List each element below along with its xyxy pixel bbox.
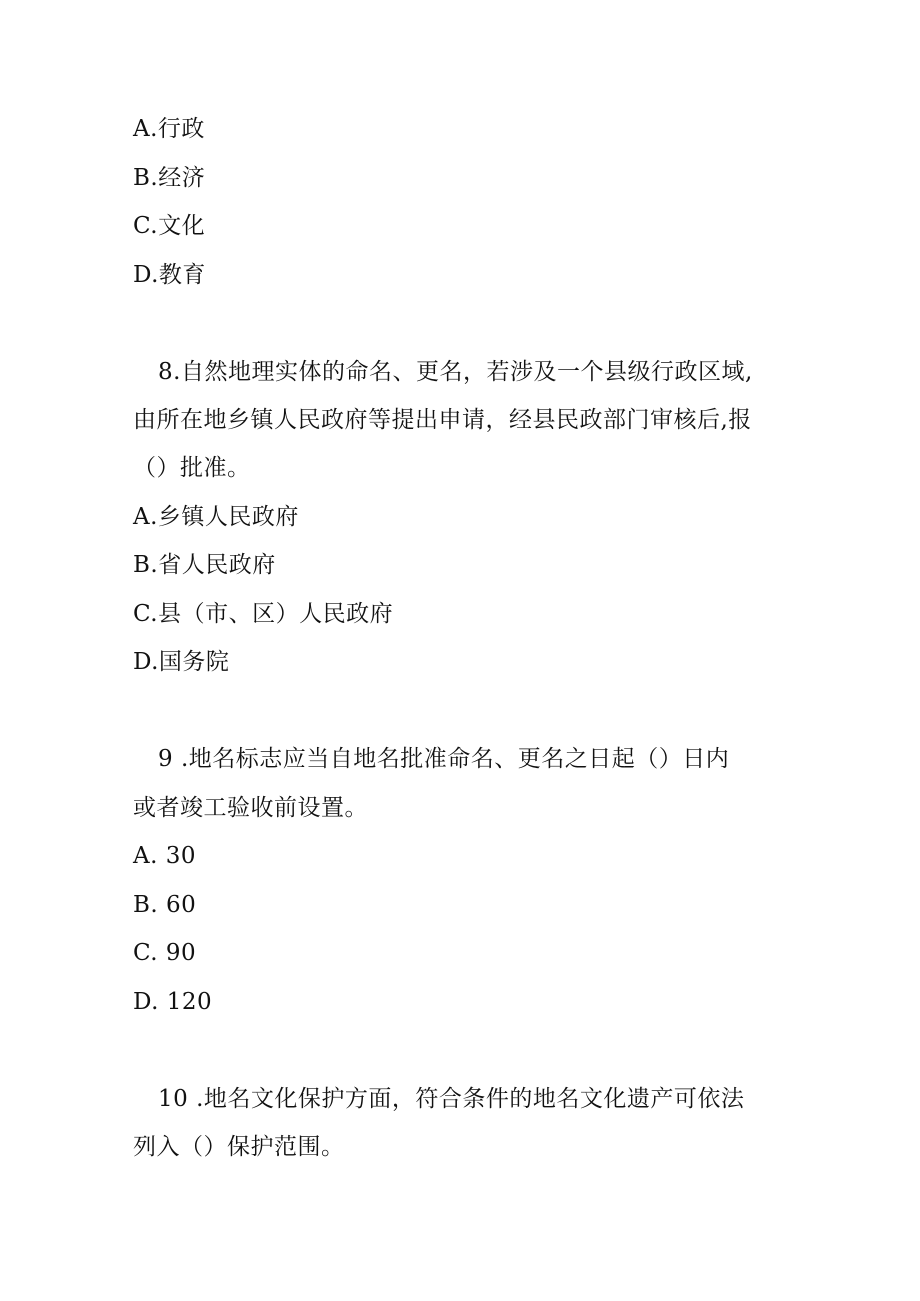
q7-option-b: B.经济 [133,165,206,191]
q8-option-d: D.国务院 [133,649,230,675]
q8-option-b: B.省人民政府 [133,552,276,578]
q8-question-line-1: 8.自然地理实体的命名、更名，若涉及一个县级行政区域, [158,359,753,385]
q7-option-a: A.行政 [133,116,205,142]
q7-option-c: C.文化 [133,213,206,239]
q9-question-line-1: 9 .地名标志应当自地名批准命名、更名之日起（）日内 [158,746,730,772]
q9-option-d: D. 120 [133,989,213,1015]
q9-option-c: C. 90 [133,940,197,966]
q8-option-a: A.乡镇人民政府 [133,504,299,530]
q8-option-c: C.县（市、区）人民政府 [133,601,394,627]
q9-option-b: B. 60 [133,892,197,918]
q9-option-a: A. 30 [133,843,196,869]
q10-question-line-2: 列入（）保护范围。 [133,1134,345,1160]
q9-question-line-2: 或者竣工验收前设置。 [133,795,368,821]
q8-question-line-3: （）批准。 [133,455,251,481]
q10-question-line-1: 10 .地名文化保护方面，符合条件的地名文化遗产可依法 [158,1086,745,1112]
q8-question-line-2: 由所在地乡镇人民政府等提出申请，经县民政部门审核后,报 [133,407,752,433]
q7-option-d: D.教育 [133,262,206,288]
